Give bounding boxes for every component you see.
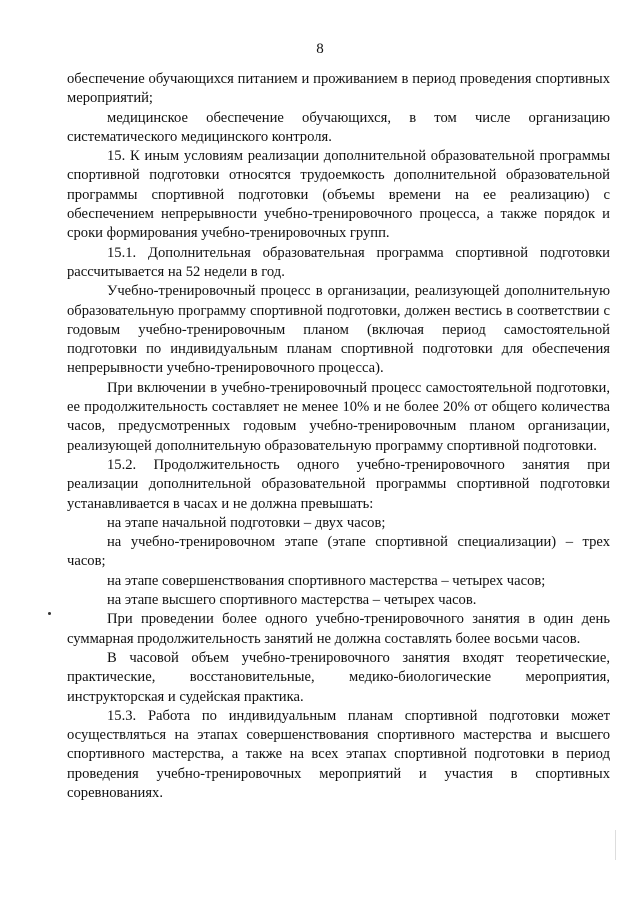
paragraph-daily-limit: При проведении более одного учебно-тренировочного занятия в один день суммарная продолжительность занятий не должна составлять более восьми часов. — [67, 611, 610, 647]
paragraph-nutrition: обеспечение обучающихся питанием и проживанием в период проведения спортивных мероприятий; — [67, 71, 610, 107]
list-item-higher-stage: на этапе высшего спортивного мастерства – четырех часов. — [107, 592, 477, 609]
scan-edge-line — [615, 830, 616, 860]
paragraph-medical: медицинское обеспечение обучающихся, в том числе организацию систематического медицинского контроля. — [67, 109, 610, 145]
scan-dot-mark — [48, 612, 51, 615]
paragraph-15-1: 15.1. Дополнительная образовательная программа спортивной подготовки рассчитывается на 52 недели в год. — [67, 244, 610, 280]
paragraph-hour-volume: В часовой объем учебно-тренировочного занятия входят теоретические, практические, восстановительные, медико-биологические мероприятия, инструкторская и судейская практика. — [67, 649, 610, 705]
list-item-improvement-stage: на этапе совершенствования спортивного мастерства – четырех часов; — [107, 572, 546, 589]
paragraph-training-process: Учебно-тренировочный процесс в организации, реализующей дополнительную образовательную программу спортивной подготовки, должен вестись в соответствии с годовым учебно-тренировочным планом (включая период самостоятельной подготовки по индивидуальным планам спортивной подготовки для обеспечения непрерывности учебно-тренировочного процесса). — [67, 283, 610, 377]
paragraph-15-2: 15.2. Продолжительность одного учебно-тренировочного занятия при реализации дополнительной образовательной программы спортивной подготовки устанавливается в часах и не должна превышать: — [67, 456, 610, 512]
document-body — [67, 70, 610, 803]
list-item-initial-stage: на этапе начальной подготовки – двух часов; — [107, 514, 386, 531]
page-number: 8 — [316, 41, 324, 57]
list-item-training-stage: на учебно-тренировочном этапе (этапе спортивной специализации) – трех часов; — [67, 534, 610, 570]
paragraph-15-3: 15.3. Работа по индивидуальным планам спортивной подготовки может осуществляться на этапах совершенствования спортивного мастерства и высшего спортивного мастерства, а также на всех этапах спортивной подготовки в период проведения учебно-тренировочных мероприятий и участия в спортивных соревнованиях. — [67, 707, 610, 801]
paragraph-15: 15. К иным условиям реализации дополнительной образовательной программы спортивной подготовки относятся трудоемкость дополнительной образовательной программы спортивной подготовки (объемы времени на ее реализацию) с обеспечением непрерывности учебно-тренировочного процесса, а также порядок и сроки формирования учебно-тренировочных групп. — [67, 148, 610, 242]
paragraph-self-preparation: При включении в учебно-тренировочный процесс самостоятельной подготовки, ее продолжительность составляет не менее 10% и не более 20% от общего количества часов, предусмотренных годовым учебно-тренировочным планом организации, реализующей дополнительную образовательную программу спортивной подготовки. — [67, 379, 610, 454]
